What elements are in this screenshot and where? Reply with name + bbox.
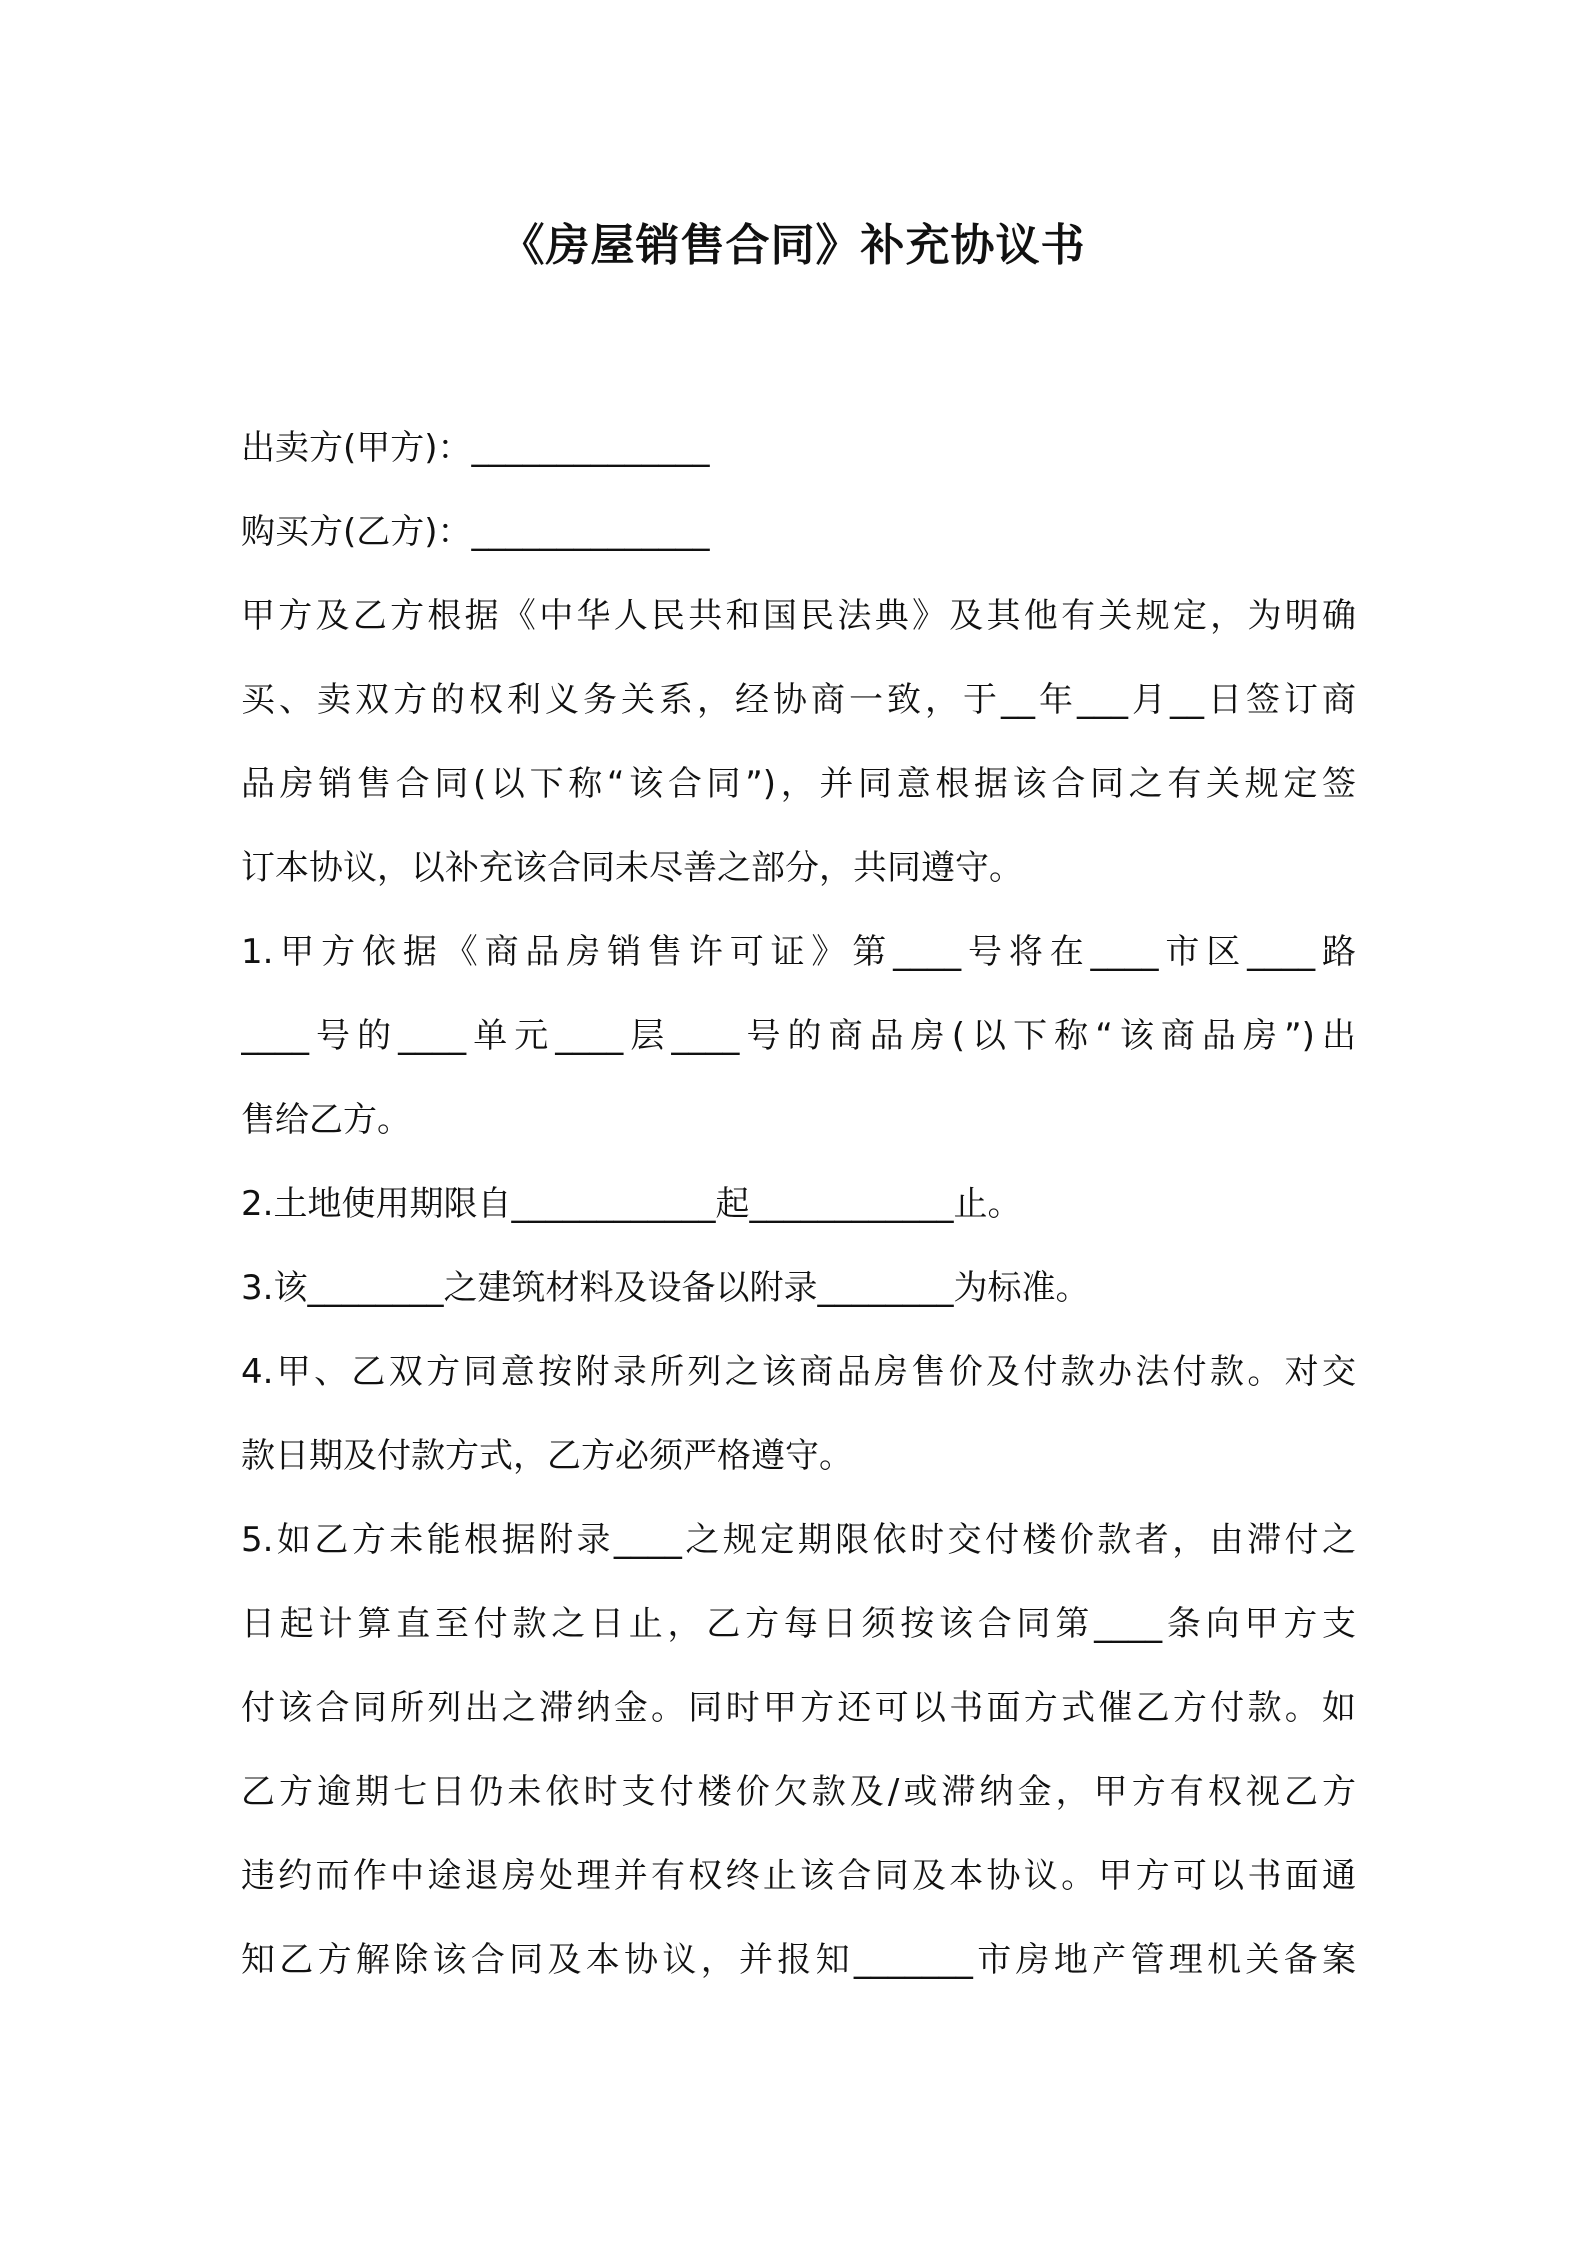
paragraph-line: 品房销售合同(以下称“该合同”)，并同意根据该合同之有关规定签 (241, 764, 1356, 804)
document-body (241, 406, 1356, 2002)
clause-5-line: 违约而作中途退房处理并有权终止该合同及本协议。甲方可以书面通 (241, 1856, 1356, 1896)
clause-3-line: 3.该________之建筑材料及设备以附录________为标准。 (241, 1268, 1090, 1308)
document-title: 《房屋销售合同》补充协议书 (500, 220, 1086, 271)
clause-1-line: 1.甲方依据《商品房销售许可证》第____号将在____市区____路 (241, 932, 1356, 972)
clause-5-line: 5.如乙方未能根据附录____之规定期限依时交付楼价款者，由滞付之 (241, 1520, 1356, 1560)
clause-4-line: 款日期及付款方式，乙方必须严格遵守。 (241, 1436, 853, 1476)
clause-2-line: 2.土地使用期限自____________起____________止。 (241, 1184, 1022, 1224)
paragraph-line: 订本协议，以补充该合同未尽善之部分，共同遵守。 (241, 848, 1023, 888)
paragraph-line: 甲方及乙方根据《中华人民共和国民法典》及其他有关规定，为明确 (241, 596, 1356, 636)
clause-5-line: 乙方逾期七日仍未依时支付楼价欠款及/或滞纳金，甲方有权视乙方 (241, 1772, 1356, 1812)
seller-line: 出卖方(甲方)：______________ (241, 428, 710, 468)
clause-1-line: ____号的____单元____层____号的商品房(以下称“该商品房”)出 (241, 1016, 1356, 1056)
clause-1-line: 售给乙方。 (241, 1100, 411, 1140)
clause-5-line: 知乙方解除该合同及本协议，并报知_______市房地产管理机关备案 (241, 1940, 1356, 1980)
clause-4-line: 4.甲、乙双方同意按附录所列之该商品房售价及付款办法付款。对交 (241, 1352, 1356, 1392)
clause-5-line: 付该合同所列出之滞纳金。同时甲方还可以书面方式催乙方付款。如 (241, 1688, 1356, 1728)
paragraph-line: 买、卖双方的权利义务关系，经协商一致，于__年___月__日签订商 (241, 680, 1356, 720)
buyer-line: 购买方(乙方)：______________ (241, 512, 710, 552)
clause-5-line: 日起计算直至付款之日止，乙方每日须按该合同第____条向甲方支 (241, 1604, 1356, 1644)
